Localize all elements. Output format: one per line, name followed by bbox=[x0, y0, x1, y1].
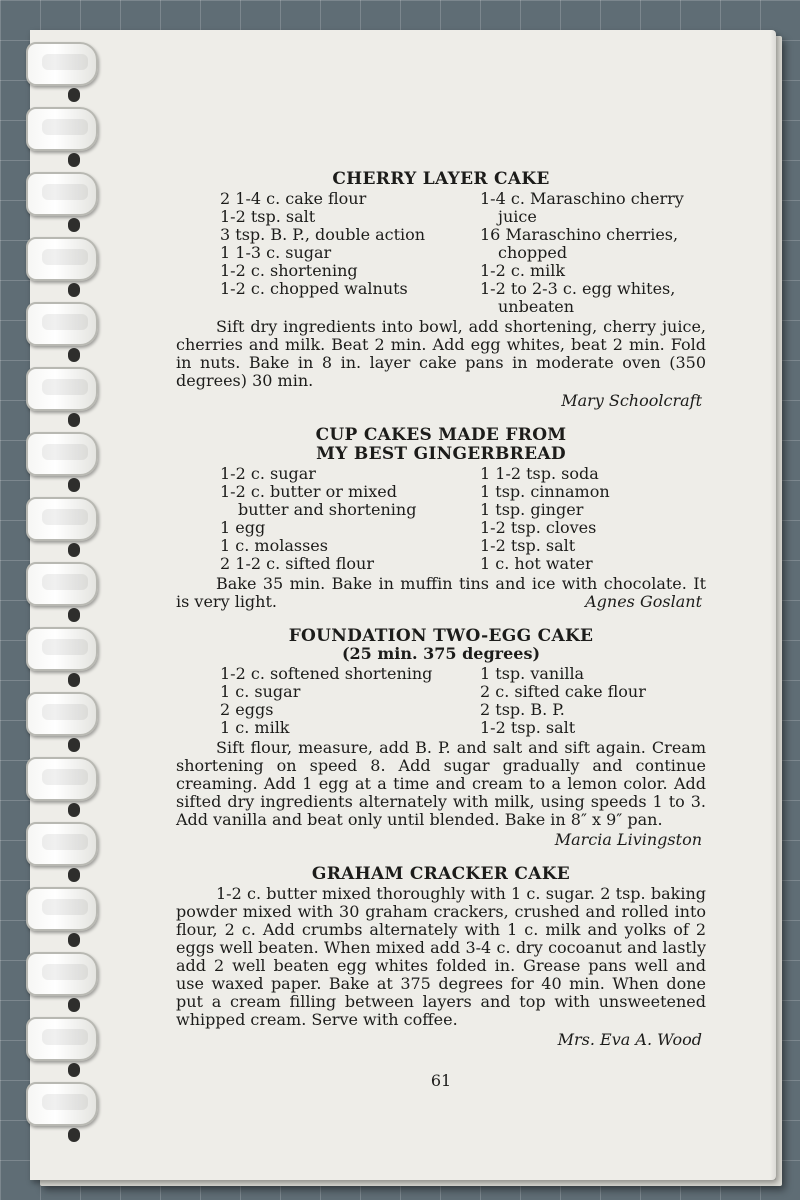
spiral-coil bbox=[26, 367, 98, 411]
recipe-title: CUP CAKES MADE FROM bbox=[315, 425, 567, 445]
punch-hole bbox=[68, 738, 80, 752]
punch-hole bbox=[68, 543, 80, 557]
spiral-coil bbox=[26, 757, 98, 801]
ingredient-column-left bbox=[176, 665, 440, 737]
ingredient-line: 1-2 c. butter or mixed bbox=[220, 482, 397, 501]
ingredient-column-right bbox=[440, 190, 706, 316]
ingredient-line: 1-2 to 2-3 c. egg whites, bbox=[480, 279, 676, 298]
recipe-method bbox=[176, 318, 706, 390]
method-text: Sift dry ingredients into bowl, add shortening, cherry juice, cherries and milk. Beat 2 min. Add egg whites, beat 2 min. Fold in nuts. Bake in 8 in. layer cake pans in moderate oven (350 degrees) 30 min. bbox=[176, 317, 706, 390]
punch-hole bbox=[68, 673, 80, 687]
spiral-coil bbox=[26, 42, 98, 86]
ingredient-line: 1-2 tsp. salt bbox=[220, 207, 316, 226]
spiral-coil bbox=[26, 1082, 98, 1126]
spiral-coil bbox=[26, 627, 98, 671]
ingredient-line: 1 c. molasses bbox=[220, 536, 328, 555]
punch-hole bbox=[68, 88, 80, 102]
punch-hole bbox=[68, 868, 80, 882]
ingredient-line: 1 c. milk bbox=[220, 718, 290, 737]
punch-hole bbox=[68, 998, 80, 1012]
punch-hole bbox=[68, 218, 80, 232]
ingredient-line: 2 c. sifted cake flour bbox=[480, 682, 646, 701]
recipe-section bbox=[176, 865, 706, 1049]
ingredient-column-right bbox=[440, 665, 706, 737]
ingredient-line: 1-2 c. sugar bbox=[220, 464, 316, 483]
recipe-title: GRAHAM CRACKER CAKE bbox=[311, 864, 571, 884]
ingredient-line: 1 tsp. ginger bbox=[480, 500, 584, 519]
ingredient-line: 1 c. hot water bbox=[480, 554, 593, 573]
ingredient-column-left bbox=[176, 465, 440, 573]
recipe-section bbox=[176, 426, 706, 611]
ingredient-line: butter and shortening bbox=[238, 500, 417, 519]
ingredient-list bbox=[176, 190, 706, 316]
ingredient-column-left bbox=[176, 190, 440, 316]
recipe-title: FOUNDATION TWO-EGG CAKE bbox=[288, 626, 594, 646]
recipe-method bbox=[176, 885, 706, 1029]
punch-hole bbox=[68, 478, 80, 492]
ingredient-line: 1-2 c. milk bbox=[480, 261, 566, 280]
recipe-method bbox=[176, 739, 706, 829]
ingredient-line: 2 1-4 c. cake flour bbox=[220, 189, 367, 208]
punch-hole bbox=[68, 153, 80, 167]
spiral-coil bbox=[26, 1017, 98, 1061]
cookbook-page bbox=[30, 30, 776, 1180]
spiral-coil bbox=[26, 952, 98, 996]
ingredient-list bbox=[176, 665, 706, 737]
recipe-author: Mary Schoolcraft bbox=[561, 391, 702, 410]
punch-hole bbox=[68, 1063, 80, 1077]
ingredient-line: juice bbox=[498, 207, 537, 226]
recipe-title: MY BEST GINGERBREAD bbox=[316, 444, 566, 464]
ingredient-line: 1 tsp. cinnamon bbox=[480, 482, 610, 501]
spiral-coil bbox=[26, 497, 98, 541]
ingredient-column-right bbox=[440, 465, 706, 573]
recipe-method bbox=[176, 575, 706, 611]
ingredient-line: 1 tsp. vanilla bbox=[480, 664, 585, 683]
ingredient-line: 1-4 c. Maraschino cherry bbox=[480, 189, 684, 208]
ingredient-line: 16 Maraschino cherries, bbox=[480, 225, 679, 244]
page-number: 61 bbox=[430, 1071, 452, 1090]
method-text: Sift flour, measure, add B. P. and salt and sift again. Cream shortening on speed 8. Add sugar gradually and continue creaming. Add 1 egg at a time and cream to a lemon color. Add sifted dry ingredients alternately with milk, using speeds 1 to 3. Add vanilla and beat only until blended. Bake in 8″ x 9″ pan. bbox=[176, 738, 706, 829]
ingredient-line: 1 egg bbox=[220, 518, 266, 537]
page-content bbox=[176, 169, 706, 1090]
recipe-section bbox=[176, 627, 706, 849]
spiral-coil bbox=[26, 822, 98, 866]
recipe-author: Agnes Goslant bbox=[585, 592, 702, 611]
ingredient-line: 1-2 c. shortening bbox=[220, 261, 358, 280]
punch-hole bbox=[68, 608, 80, 622]
recipe-subtitle: (25 min. 375 degrees) bbox=[341, 644, 541, 663]
ingredient-line: unbeaten bbox=[498, 297, 575, 316]
punch-hole bbox=[68, 413, 80, 427]
recipe-author: Mrs. Eva A. Wood bbox=[557, 1030, 702, 1049]
ingredient-line: 2 tsp. B. P. bbox=[480, 700, 565, 719]
recipe-author: Marcia Livingston bbox=[554, 830, 702, 849]
spiral-coil bbox=[26, 432, 98, 476]
punch-hole bbox=[68, 803, 80, 817]
spiral-coil bbox=[26, 172, 98, 216]
spiral-coil bbox=[26, 237, 98, 281]
ingredient-line: 2 1-2 c. sifted flour bbox=[220, 554, 374, 573]
spiral-coil bbox=[26, 562, 98, 606]
ingredient-list bbox=[176, 465, 706, 573]
punch-hole bbox=[68, 933, 80, 947]
ingredient-line: 1 1-3 c. sugar bbox=[220, 243, 332, 262]
ingredient-line: 3 tsp. B. P., double action bbox=[220, 225, 426, 244]
spiral-binding bbox=[26, 42, 106, 1162]
spiral-coil bbox=[26, 692, 98, 736]
recipe-section bbox=[176, 170, 706, 410]
ingredient-line: 1 1-2 tsp. soda bbox=[480, 464, 599, 483]
punch-hole bbox=[68, 348, 80, 362]
ingredient-line: 1-2 tsp. salt bbox=[480, 718, 576, 737]
punch-hole bbox=[68, 283, 80, 297]
method-text: 1-2 c. butter mixed thoroughly with 1 c. sugar. 2 tsp. baking powder mixed with 30 graham crackers, crushed and rolled into flour, 2 c. Add crumbs alternately with 1 c. milk and yolks of 2 eggs well beaten. When mixed add 3-4 c. dry cocoanut and lastly add 2 well beaten egg whites folded in. Grease pans well and use waxed paper. Bake at 375 degrees for 40 min. When done put a cream filling between layers and top with unsweetened whipped cream. Serve with coffee. bbox=[176, 884, 706, 1029]
spiral-coil bbox=[26, 887, 98, 931]
ingredient-line: 1 c. sugar bbox=[220, 682, 301, 701]
ingredient-line: 2 eggs bbox=[220, 700, 274, 719]
punch-hole bbox=[68, 1128, 80, 1142]
ingredient-line: 1-2 tsp. salt bbox=[480, 536, 576, 555]
ingredient-line: 1-2 c. softened shortening bbox=[220, 664, 433, 683]
ingredient-line: 1-2 c. chopped walnuts bbox=[220, 279, 408, 298]
recipe-title: CHERRY LAYER CAKE bbox=[332, 169, 550, 189]
spiral-coil bbox=[26, 302, 98, 346]
ingredient-line: 1-2 tsp. cloves bbox=[480, 518, 597, 537]
ingredient-line: chopped bbox=[498, 243, 568, 262]
method-text: Bake 35 min. Bake in muffin tins and ice with chocolate. It is very light. bbox=[176, 574, 706, 611]
spiral-coil bbox=[26, 107, 98, 151]
